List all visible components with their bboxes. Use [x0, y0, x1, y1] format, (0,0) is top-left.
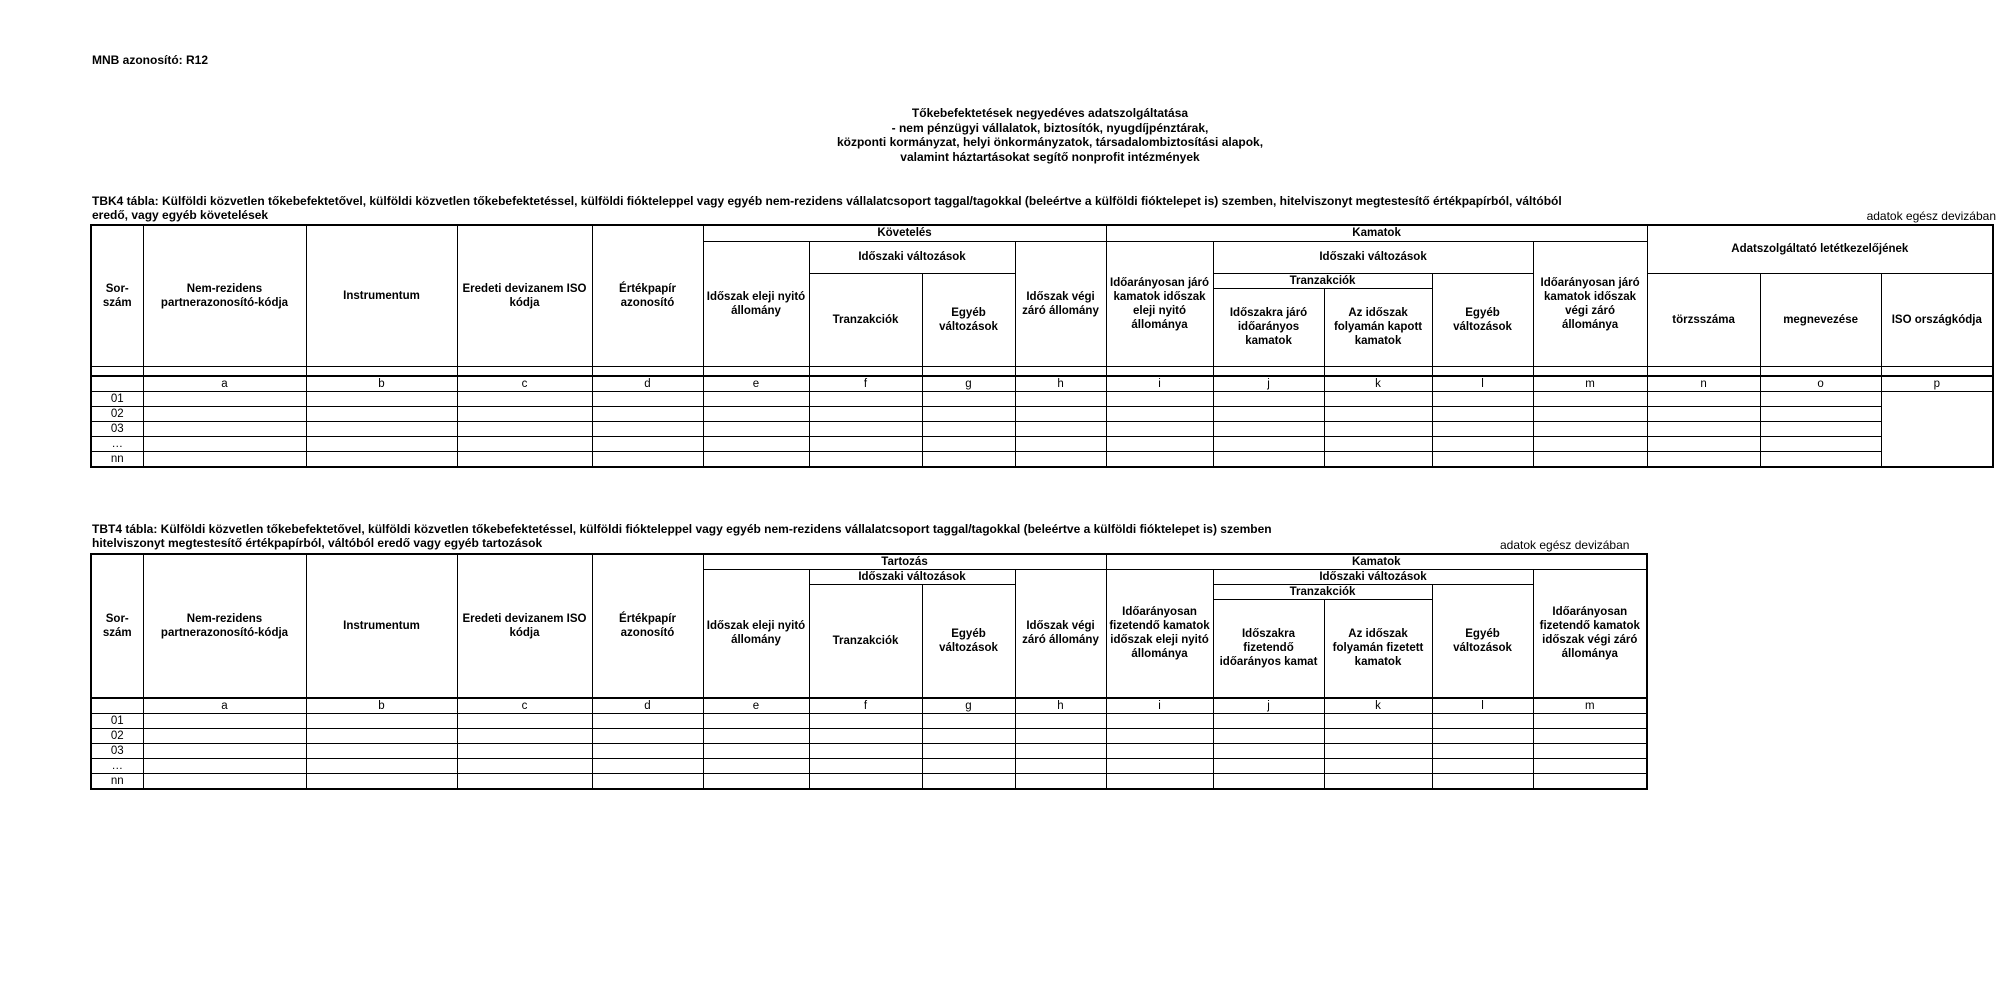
letter-cell: c: [457, 698, 592, 714]
col-torzsszama: törzsszáma: [1647, 273, 1760, 366]
table-row: [91, 436, 1993, 451]
letter-cell: h: [1015, 376, 1106, 392]
title-line: valamint háztartásokat segítő nonprofit intézmények: [900, 149, 1200, 164]
col-tranzakciok: Tranzakciók: [809, 273, 922, 366]
letter-cell: k: [1324, 376, 1432, 392]
col-eredeti-devizanem: Eredeti devizanem ISO kódja: [457, 225, 592, 366]
tbt4-unit-note: adatok egész devizában: [1500, 538, 1630, 552]
letter-cell: p: [1881, 376, 1993, 392]
table-row: [91, 728, 1647, 743]
row-number: …: [91, 758, 143, 773]
row-number: 01: [91, 713, 143, 728]
col-egyeb-valtozasok: Egyéb változások: [922, 585, 1015, 698]
col-iso-orszagkod: ISO országkódja: [1881, 273, 1993, 366]
col-nemrezidens: Nem-rezidens partnerazonosító-kódja: [143, 554, 306, 698]
tbk4-unit-note: adatok egész devizában: [1866, 209, 1996, 223]
table-row: [91, 773, 1647, 789]
col-kamat-zaro: Időarányosan járó kamatok időszak végi záró állománya: [1533, 241, 1647, 366]
col-nyito-allomany: Időszak eleji nyitó állomány: [703, 570, 809, 698]
col-kamat-egyeb: Egyéb változások: [1432, 585, 1533, 698]
group-koveteles: Követelés: [703, 225, 1106, 241]
table-row: [91, 758, 1647, 773]
col-kamat-nyito: Időarányosan járó kamatok időszak eleji nyitó állománya: [1106, 241, 1213, 366]
col-egyeb-valtozasok: Egyéb változások: [922, 273, 1015, 366]
letter-row: [91, 376, 1993, 392]
col-kamat-j: Időszakra járó időarányos kamatok: [1213, 288, 1324, 366]
table-row: [91, 451, 1993, 467]
table-row: [91, 713, 1647, 728]
group-tartozas: Tartozás: [703, 554, 1106, 570]
letter-cell: k: [1324, 698, 1432, 714]
tbt4-title: [92, 522, 1272, 550]
letter-cell: b: [306, 376, 457, 392]
row-number: 02: [91, 406, 143, 421]
col-kamat-nyito: Időarányosan fizetendő kamatok időszak eleji nyitó állománya: [1106, 570, 1213, 698]
tbk4-title-line2: eredő, vagy egyéb követelések: [92, 208, 269, 222]
row-number: 02: [91, 728, 143, 743]
table-row: [91, 406, 1993, 421]
col-zaro-allomany: Időszak végi záró állomány: [1015, 241, 1106, 366]
tbt4-table: [90, 553, 1648, 790]
col-ertekpapir: Értékpapír azonosító: [592, 554, 703, 698]
letter-cell: f: [809, 698, 922, 714]
mnb-id: MNB azonosító: R12: [92, 53, 209, 67]
col-kamat-zaro: Időarányosan fizetendő kamatok időszak végi záró állománya: [1533, 570, 1647, 698]
col-tranzakciok: Tranzakciók: [809, 585, 922, 698]
col-kamat-egyeb: Egyéb változások: [1432, 273, 1533, 366]
group-kamatok: Kamatok: [1106, 554, 1647, 570]
group-adatszolgaltato: Adatszolgáltató letétkezelőjének: [1647, 225, 1993, 273]
letter-cell: l: [1432, 376, 1533, 392]
letter-cell: e: [703, 698, 809, 714]
title-line: - nem pénzügyi vállalatok, biztosítók, nyugdíjpénztárak,: [891, 120, 1209, 135]
letter-cell: h: [1015, 698, 1106, 714]
tbt4-title-line2: hitelviszonyt megtestesítő értékpapírból, váltóból eredő vagy egyéb tartozások: [92, 536, 543, 550]
col-megnevezese: megnevezése: [1760, 273, 1881, 366]
row-number: 03: [91, 421, 143, 436]
sub-tranzakciok: Tranzakciók: [1213, 273, 1432, 288]
row-number: 03: [91, 743, 143, 758]
letter-cell: i: [1106, 698, 1213, 714]
letter-cell: f: [809, 376, 922, 392]
letter-cell: a: [143, 698, 306, 714]
sub-kamat-idoszaki-valtozasok: Időszaki változások: [1213, 241, 1533, 273]
row-number: nn: [91, 451, 143, 467]
letter-cell: m: [1533, 376, 1647, 392]
letter-cell: g: [922, 376, 1015, 392]
letter-cell: j: [1213, 698, 1324, 714]
letter-row: [91, 698, 1647, 714]
letter-cell: n: [1647, 376, 1760, 392]
tbk4-table: [90, 224, 1994, 468]
col-kamat-k: Az időszak folyamán fizetett kamatok: [1324, 600, 1432, 698]
col-instrumentum: Instrumentum: [306, 554, 457, 698]
tbt4-title-line1: TBT4 tábla: Külföldi közvetlen tőkebefektetővel, külföldi közvetlen tőkebefektetéssel, külföldi fiókteleppel vagy egyéb nem-rezidens vállalatcsoport taggal/tagokkal (beleértve a külföldi fióktelepet is) szemben: [92, 522, 1272, 536]
col-kamat-k: Az időszak folyamán kapott kamatok: [1324, 288, 1432, 366]
letter-cell: g: [922, 698, 1015, 714]
col-nemrezidens: Nem-rezidens partnerazonosító-kódja: [143, 225, 306, 366]
letter-cell: j: [1213, 376, 1324, 392]
col-eredeti-devizanem: Eredeti devizanem ISO kódja: [457, 554, 592, 698]
col-zaro-allomany: Időszak végi záró állomány: [1015, 570, 1106, 698]
letter-cell: b: [306, 698, 457, 714]
table-row: [91, 391, 1993, 406]
col-sorszam: Sor-szám: [91, 554, 143, 698]
tbk4-title: [92, 194, 1562, 222]
letter-cell: a: [143, 376, 306, 392]
letter-cell: m: [1533, 698, 1647, 714]
report-title: [700, 106, 1400, 164]
letter-cell: i: [1106, 376, 1213, 392]
row-number: nn: [91, 773, 143, 789]
col-sorszam: Sor-szám: [91, 225, 143, 366]
table-row: [91, 421, 1993, 436]
letter-cell: l: [1432, 698, 1533, 714]
col-nyito-allomany: Időszak eleji nyitó állomány: [703, 241, 809, 366]
col-ertekpapir: Értékpapír azonosító: [592, 225, 703, 366]
letter-cell: e: [703, 376, 809, 392]
table-row: [91, 743, 1647, 758]
sub-idoszaki-valtozasok: Időszaki változások: [809, 241, 1015, 273]
group-kamatok: Kamatok: [1106, 225, 1647, 241]
letter-cell: d: [592, 376, 703, 392]
sub-idoszaki-valtozasok: Időszaki változások: [809, 570, 1015, 585]
letter-cell: o: [1760, 376, 1881, 392]
letter-cell: c: [457, 376, 592, 392]
row-number: …: [91, 436, 143, 451]
row-number: 01: [91, 391, 143, 406]
tbk4-title-line1: TBK4 tábla: Külföldi közvetlen tőkebefektetővel, külföldi közvetlen tőkebefektetéssel, külföldi fiókteleppel vagy egyéb nem-rezidens vállalatcsoport taggal/tagokkal (beleértve a külföldi fióktelepet is) szemben, hitelviszonyt megtestesítő értékpapírból, váltóból: [92, 194, 1562, 208]
col-instrumentum: Instrumentum: [306, 225, 457, 366]
sub-kamat-idoszaki-valtozasok: Időszaki változások: [1213, 570, 1533, 585]
letter-cell: d: [592, 698, 703, 714]
col-kamat-j: Időszakra fizetendő időarányos kamat: [1213, 600, 1324, 698]
sub-tranzakciok: Tranzakciók: [1213, 585, 1432, 600]
title-line: központi kormányzat, helyi önkormányzatok, társadalombiztosítási alapok,: [836, 135, 1264, 149]
title-line: Tőkebefektetések negyedéves adatszolgáltatása: [911, 106, 1189, 120]
